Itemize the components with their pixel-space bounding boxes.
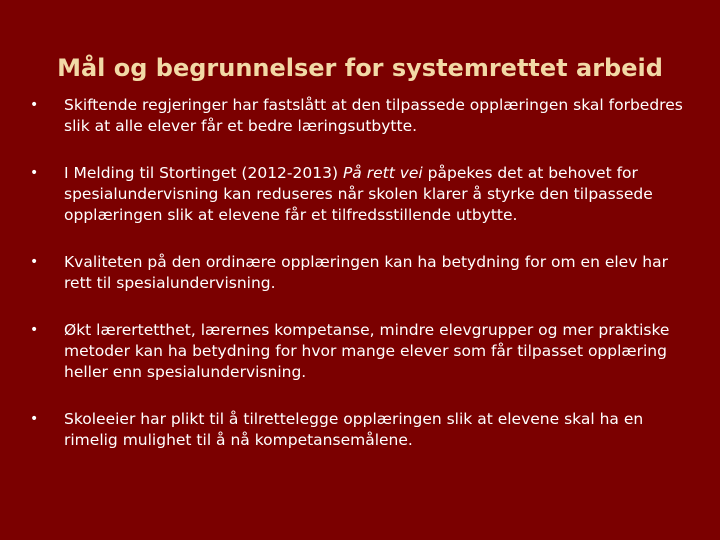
bullet-text-post: påpekes det at behovet for spesialundervisning kan reduseres når skolen klarer å styrke den tilpassede opplæringen slik at elevene får et tilfredsstillende utbytte. (64, 164, 653, 224)
bullet-text: Skoleeier har plikt til å tilrettelegge opplæringen slik at elevene skal ha en rimelig mulighet til å nå kompetansemålene. (64, 410, 644, 449)
report-title-italic: På rett vei (342, 164, 423, 182)
bullet-dot: • (30, 254, 39, 270)
slide-title: Mål og begrunnelser for systemrettet arbeid (57, 54, 663, 82)
bullet-text: Kvaliteten på den ordinære opplæringen kan ha betydning for om en elev har rett til spesialundervisning. (64, 253, 668, 292)
bullet-text: Økt lærertetthet, lærernes kompetanse, mindre elevgrupper og mer praktiske metoder kan ha betydning for hvor mange elever som får tilpasset opplæring heller enn spesialundervisning. (64, 321, 670, 381)
bullet-item (30, 320, 690, 383)
bullet-list (30, 95, 690, 477)
bullet-dot: • (30, 97, 39, 113)
bullet-item (30, 163, 690, 226)
bullet-text-pre: I Melding til Stortinget (2012-2013) (64, 164, 343, 182)
bullet-item (30, 95, 690, 137)
bullet-item (30, 409, 690, 451)
bullet-dot: • (30, 165, 39, 181)
bullet-text: Skiftende regjeringer har fastslått at den tilpassede opplæringen skal forbedres slik at alle elever får et bedre læringsutbytte. (64, 96, 683, 135)
bullet-text (64, 163, 690, 226)
bullet-dot: • (30, 322, 39, 338)
bullet-item (30, 252, 690, 294)
bullet-dot: • (30, 411, 39, 427)
